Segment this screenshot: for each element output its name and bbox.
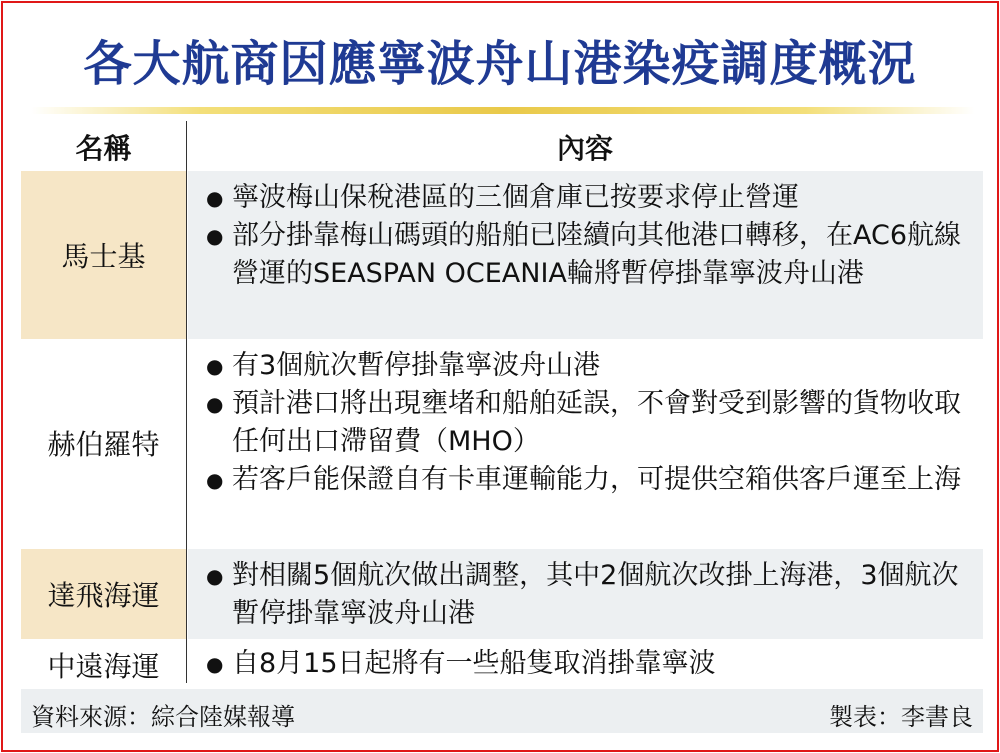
carrier-name: 馬士基 <box>21 171 186 339</box>
list-item <box>206 217 973 293</box>
column-header-content: 內容 <box>556 132 613 165</box>
bullet-icon: ● <box>206 564 224 588</box>
carrier-name: 中遠海運 <box>47 650 160 683</box>
list-item <box>206 385 973 461</box>
column-header-name: 名稱 <box>75 132 132 165</box>
column-divider <box>186 121 187 683</box>
list-item <box>206 645 973 683</box>
item-text: 對相關5個航次做出調整，其中2個航次改掛上海港，3個航次暫停掛靠寧波舟山港 <box>232 560 959 629</box>
content-cell <box>188 171 983 339</box>
content-cell <box>188 549 983 639</box>
credit-note: 製表：李書良 <box>829 703 973 731</box>
table-row <box>21 549 983 639</box>
table-row <box>21 339 983 547</box>
item-text: 預計港口將出現壅堵和船舶延誤，不會對受到影響的貨物收取任何出口滯留費（MHO） <box>232 388 961 457</box>
bullet-icon: ● <box>206 186 224 210</box>
carrier-name: 達飛海運 <box>21 549 186 639</box>
bullet-icon: ● <box>206 468 224 492</box>
carrier-name: 赫伯羅特 <box>47 428 160 461</box>
infographic-frame <box>1 1 999 752</box>
item-text: 若客戶能保證自有卡車運輸能力，可提供空箱供客戶運至上海 <box>232 464 961 495</box>
page-title: 各大航商因應寧波舟山港染疫調度概況 <box>83 36 917 92</box>
item-text: 部分掛靠梅山碼頭的船舶已陸續向其他港口轉移，在AC6航線營運的SEASPAN OCEANIA輪將暫停掛靠寧波舟山港 <box>232 220 962 289</box>
dispatch-table <box>21 119 983 689</box>
bullet-icon: ● <box>206 652 224 676</box>
bullet-icon: ● <box>206 354 224 378</box>
bullet-icon: ● <box>206 224 224 248</box>
list-item <box>206 461 973 499</box>
content-cell <box>188 339 983 547</box>
list-item <box>206 347 973 385</box>
source-note: 資料來源：綜合陸媒報導 <box>31 703 295 731</box>
table-row <box>21 171 983 339</box>
item-text: 寧波梅山保稅港區的三個倉庫已按要求停止營運 <box>232 182 799 213</box>
table-row <box>21 641 983 689</box>
bullet-icon: ● <box>206 392 224 416</box>
list-item <box>206 179 973 217</box>
item-text: 有3個航次暫停掛靠寧波舟山港 <box>232 350 601 381</box>
content-cell <box>188 641 983 689</box>
title-divider <box>31 107 975 114</box>
list-item <box>206 557 973 633</box>
item-text: 自8月15日起將有一些船隻取消掛靠寧波 <box>232 648 716 679</box>
footer-bar <box>21 689 983 733</box>
